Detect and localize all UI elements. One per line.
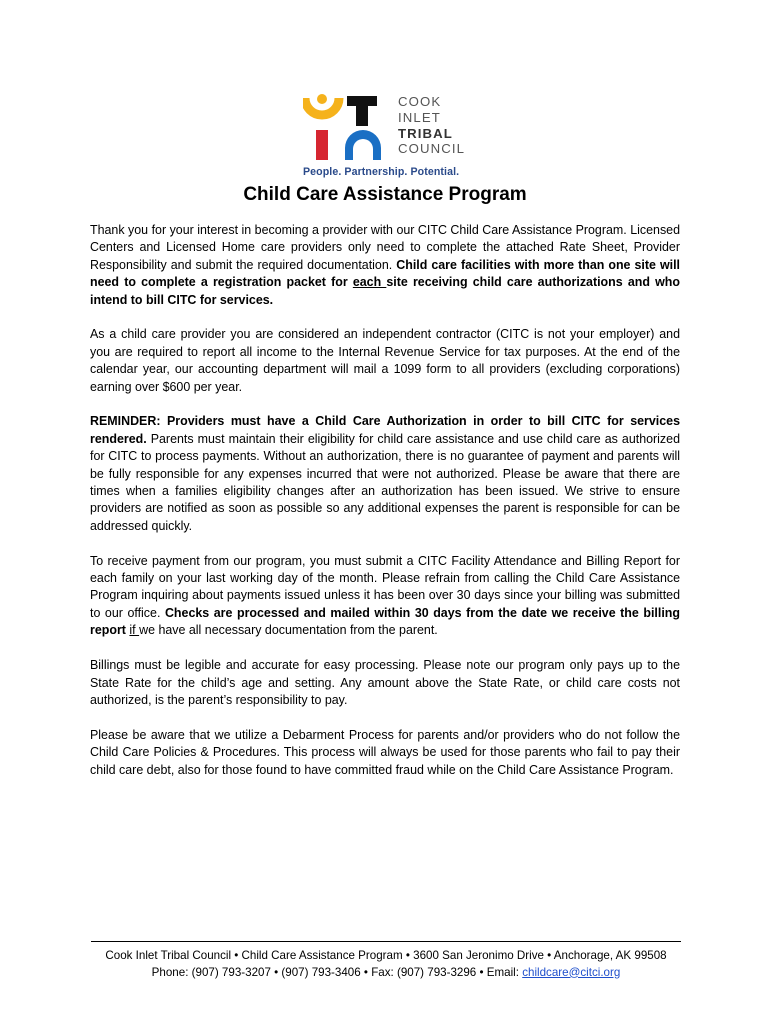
letter-body [90, 222, 680, 796]
payment-underline-if: if [129, 623, 140, 638]
logo-line-inlet: INLET [398, 109, 441, 125]
logo-line-tribal: TRIBAL [398, 125, 453, 141]
paragraph-payment [90, 553, 680, 640]
footer-address: Cook Inlet Tribal Council • Child Care Assistance Program • 3600 San Jeronimo Drive • Anchorage, AK 99508 [105, 949, 667, 962]
paragraph-contractor: As a child care provider you are considered an independent contractor (CITC is not your employer) and you are required to report all income to the Internal Revenue Service for tax purposes. At the end of the calendar year, our accounting department will mail a 1099 form to all providers (excluding corporations) earning over $600 per year. [90, 327, 680, 394]
logo-wordmark [398, 94, 465, 157]
reminder-text: Parents must maintain their eligibility for child care assistance and use child care as authorized for CITC to process payments. Without an authorization, there is no guarantee of payment and parents will be fully responsible for any expenses incurred that were not authorized. Please be aware that there are times when a families eligibility changes after an authorization has been issued. We strive to ensure providers are notified as soon as possible so any additional expenses the parent is responsible for can be addressed quickly. [90, 431, 680, 533]
payment-end: we have all necessary documentation from the parent. [139, 623, 438, 638]
paragraph-billings: Billings must be legible and accurate for easy processing. Please note our program only pays up to the State Rate for the child’s age and setting. Any amount above the State Rate, or child care costs not authorized, is the parent’s responsibility to pay. [90, 658, 680, 707]
email-link[interactable]: childcare@citci.org [522, 965, 621, 979]
intro-text: Thank you for your interest in becoming a provider with our CITC Child Care Assistance Program. Licensed Centers and Licensed Home care providers only need to complete the attached Rate Sheet, Provider Responsibility and submit the required documentation. [90, 223, 680, 272]
reminder-bold: REMINDER: Providers must have a Child Care Authorization in order to bill CITC for services rendered. [90, 414, 680, 446]
page-title: Child Care Assistance Program [243, 184, 527, 205]
payment-text: To receive payment from our program, you must submit a CITC Facility Attendance and Billing Report for each family on your last working day of the month. Please refrain from calling the Child Care Assistance Program inquiring about payments issued unless it has been over 30 days since your billing was submitted to our office. [90, 553, 680, 620]
paragraph-intro [90, 222, 680, 309]
intro-bold-1: Child care facilities with more than one site will need to complete a registration packet for [90, 257, 680, 290]
footer-divider [91, 941, 681, 942]
footer-contact [91, 965, 681, 982]
logo-line-council: COUNCIL [398, 141, 466, 157]
logo-tagline: People. Partnership. Potential. [303, 166, 460, 178]
intro-bold-2: site receiving child care authorizations and who intend to bill CITC for services. [90, 275, 680, 307]
payment-bold: Checks are processed and mailed within 30 days from the date we receive the billing report [90, 605, 680, 638]
paragraph-debarment: Please be aware that we utilize a Debarment Process for parents and/or providers who do not follow the Child Care Policies & Procedures. This process will always be used for those parents who fail to pay their child care debt, also for those found to have committed fraud while on the Child Care Assistance Program. [90, 727, 680, 777]
intro-bold-underline-each: each [352, 275, 387, 290]
logo-line-cook: COOK [398, 94, 442, 109]
citc-logo-mark-icon [303, 92, 395, 162]
footer-phone-fax: Phone: (907) 793-3207 • (907) 793-3406 • Fax: (907) 793-3296 • Email: [151, 965, 523, 979]
footer [91, 948, 681, 981]
paragraph-reminder [90, 413, 680, 535]
